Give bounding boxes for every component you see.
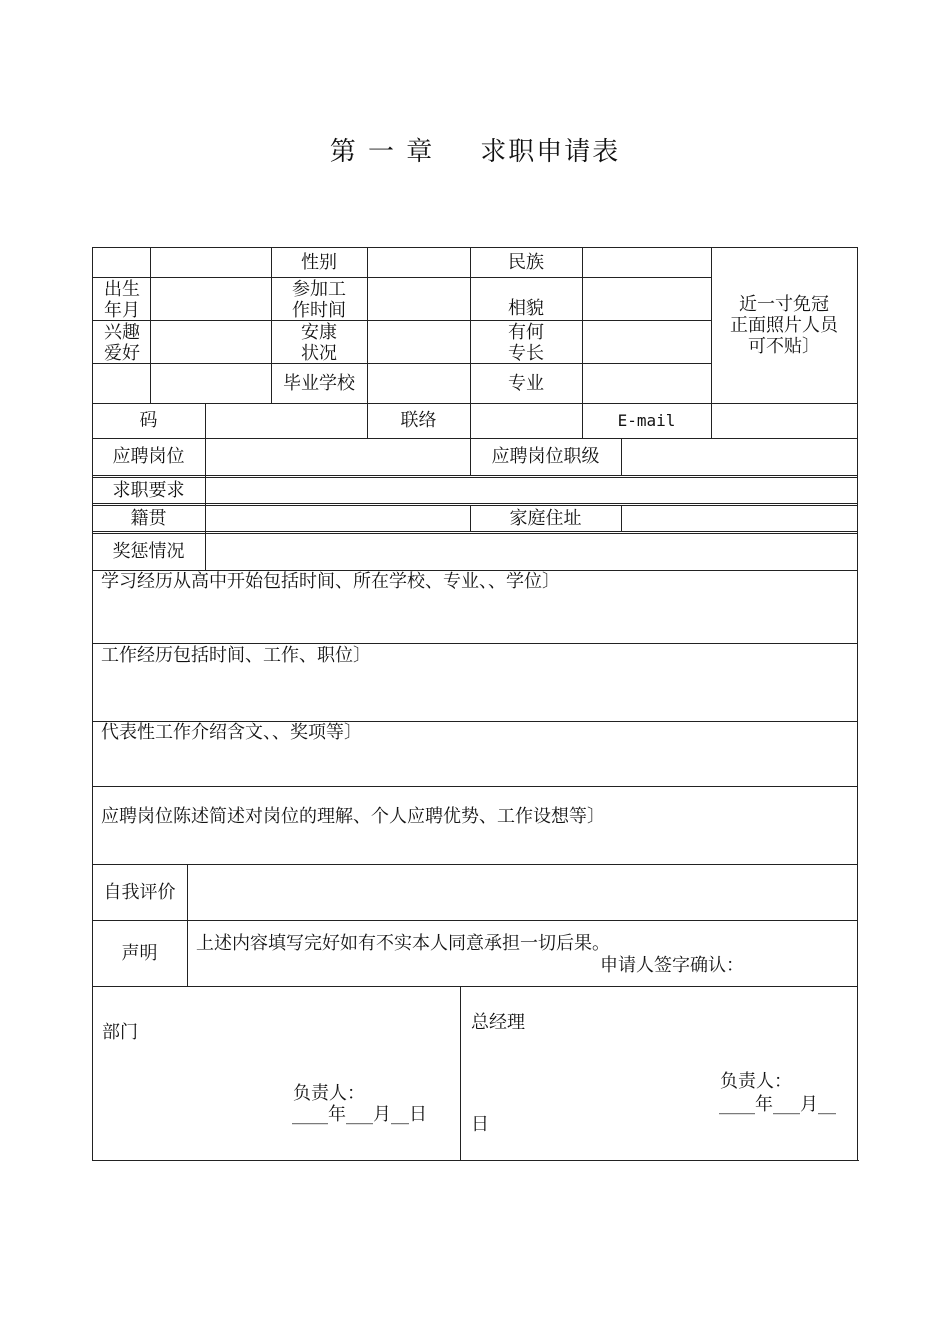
birth-label: 出生 年月 (104, 279, 140, 321)
education-label: 学习经历从高中开始包括时间、所在学校、专业、、学位〕 (101, 571, 560, 592)
appearance-label: 相貌 (508, 298, 544, 319)
declaration-label: 声明 (121, 942, 158, 964)
position-level-label: 应聘岗位职级 (491, 446, 600, 467)
email-label: E-mail (617, 411, 676, 430)
photo-box (711, 247, 857, 403)
address-label: 家庭住址 (509, 507, 582, 529)
declaration-text: 上述内容填写完好如有不实本人同意承担一切后果。 (196, 933, 610, 954)
dept-responsible-label: 负责人： (293, 1083, 365, 1104)
page-title (0, 131, 950, 168)
photo-line-1: 近一寸免冠 (739, 293, 829, 315)
gm-responsible-label: 负责人： (720, 1071, 792, 1092)
form-title: 求职申请表 (480, 137, 621, 167)
position-label: 应聘岗位 (112, 446, 185, 467)
awards-label: 奖惩情况 (112, 541, 185, 562)
major-label: 专业 (508, 372, 544, 394)
ethnicity-label: 民族 (508, 251, 544, 273)
position-statement-label: 应聘岗位陈述简述对岗位的理解、个人应聘优势、工作设想等〕 (101, 806, 605, 827)
gender-label: 性别 (301, 251, 337, 273)
origin-label: 籍贯 (130, 507, 167, 529)
hobby-label: 兴趣 爱好 (104, 322, 140, 364)
code-label: 码 (139, 410, 158, 431)
specialty-label: 有何 专长 (508, 322, 544, 364)
photo-line-2: 正面照片人员 (730, 314, 838, 336)
chapter-label: 第 一 章 (329, 137, 435, 167)
contact-label: 联络 (400, 410, 437, 431)
health-label: 安康 状况 (301, 322, 337, 364)
school-label: 毕业学校 (283, 372, 355, 394)
dept-label: 部门 (102, 1022, 138, 1043)
representative-work-label: 代表性工作介绍含文、、奖项等〕 (101, 722, 362, 743)
gm-date: ____年___月__ (719, 1094, 836, 1115)
dept-date: ____年___月__日 (292, 1104, 427, 1125)
applicant-signature-label: 申请人签字确认： (600, 955, 744, 976)
requirements-label: 求职要求 (112, 479, 185, 501)
gm-date-day: 日 (471, 1114, 489, 1135)
self-eval-label: 自我评价 (103, 881, 176, 903)
photo-line-3: 可不贴〕 (748, 335, 820, 357)
gm-label: 总经理 (471, 1012, 525, 1033)
work-history-label: 工作经历包括时间、工作、职位〕 (101, 645, 371, 666)
work-start-label: 参加工 作时间 (292, 279, 346, 321)
